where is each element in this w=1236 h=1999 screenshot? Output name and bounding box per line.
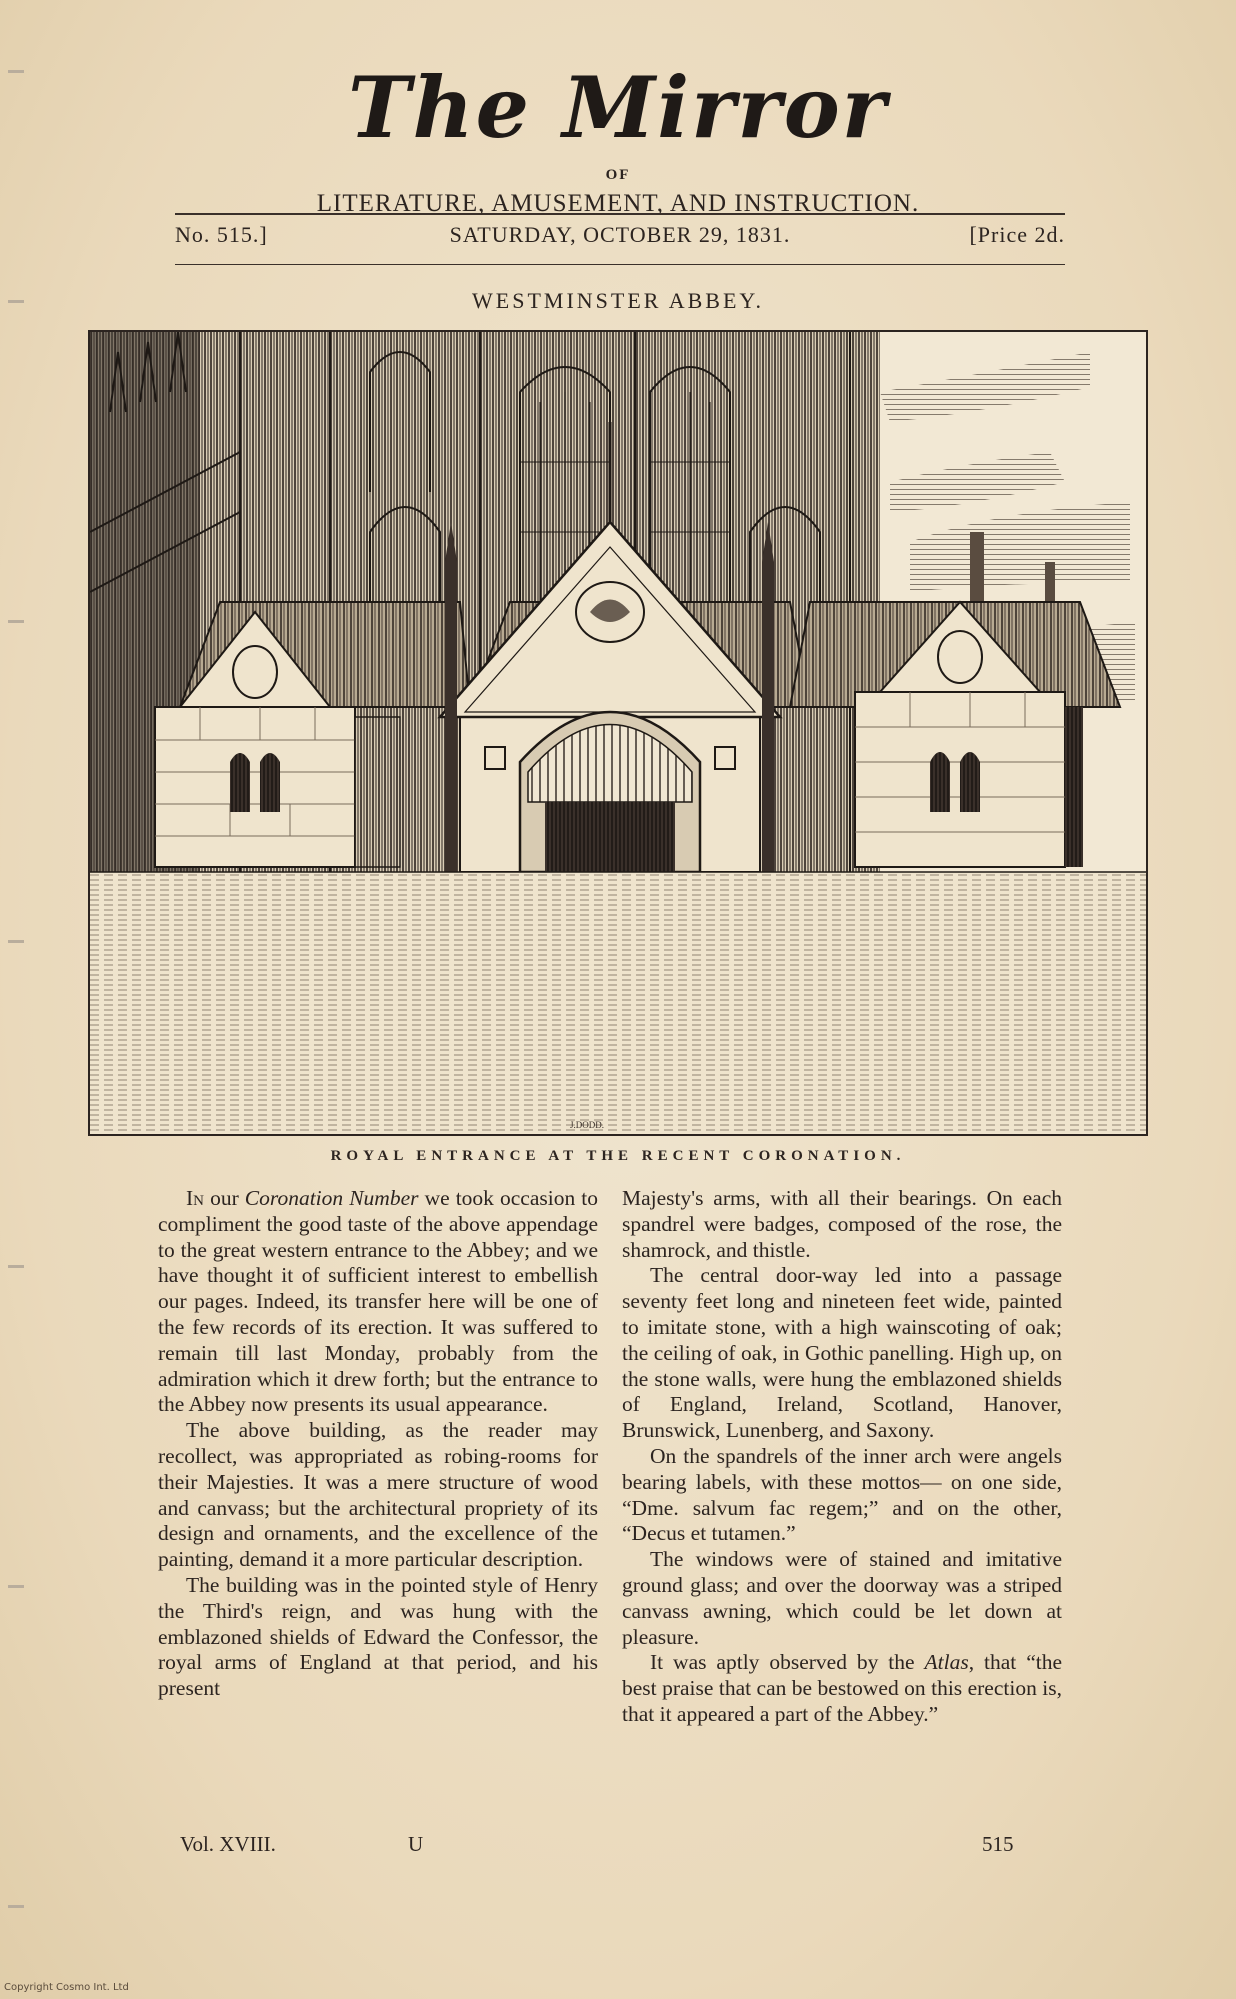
paragraph: The central door-way led into a passage seventy feet long and nineteen feet wide, painted to imitate stone, with a high wainscoting of oak; the ceiling of oak, in Gothic panelling. High up, on the stone walls, were hung the emblazoned shields of England, Ireland, Scotland, Hanover, Brunswick, Lunenberg, and Saxony.	[622, 1263, 1062, 1443]
emphasis: Atlas	[924, 1650, 969, 1675]
masthead-subtitle	[0, 167, 1236, 218]
paragraph-lead: In	[186, 1186, 211, 1210]
copyright-notice: Copyright Cosmo Int. Ltd	[4, 1982, 129, 1993]
emphasis: Coronation Number	[244, 1186, 419, 1210]
issue-date: SATURDAY, OCTOBER 29, 1831.	[449, 222, 791, 247]
engraving-caption: ROYAL ENTRANCE AT THE RECENT CORONATION.	[330, 1148, 906, 1164]
text-column-right	[622, 1186, 1062, 1728]
volume-label: Vol. XVIII.	[180, 1832, 276, 1856]
paragraph: It was aptly observed by the Atlas, that “the best praise that can be bestowed on this erection is, that it appeared a part of the Abbey.”	[622, 1650, 1062, 1726]
signature-mark: U	[408, 1832, 424, 1856]
masthead-title: The Mirror	[348, 58, 888, 157]
masthead-of: OF	[605, 167, 631, 183]
paragraph: Majesty's arms, with all their bearings. On each spandrel were badges, composed of the rose, the shamrock, and thistle.	[622, 1186, 1062, 1262]
text-column-left	[158, 1186, 598, 1702]
issue-number: No. 515.]	[175, 222, 268, 247]
paragraph: The above building, as the reader may recollect, was appropriated as robing-rooms for their Majesties. It was a mere structure of wood and canvass; but the architectural propriety of its design and ornaments, and the excellence of the painting, demand it a more particular description.	[158, 1418, 598, 1572]
article-title: WESTMINSTER ABBEY.	[472, 288, 764, 313]
page-number: 515	[982, 1832, 1014, 1856]
masthead-subtitle-text: LITERATURE, AMUSEMENT, AND INSTRUCTION.	[316, 190, 920, 217]
paragraph: The windows were of stained and imitative ground glass; and over the doorway was a striped canvass awning, which could be let down at pleasure.	[622, 1547, 1062, 1649]
paragraph: The building was in the pointed style of Henry the Third's reign, and was hung with the emblazoned shields of Edward the Confessor, the royal arms of England at that period, and his present	[158, 1572, 598, 1701]
rule-top	[175, 213, 1065, 215]
paragraph: On the spandrels of the inner arch were angels bearing labels, with these mottos— on one side, “Dme. salvum fac regem;” and on the other, “Decus et tutamen.”	[622, 1443, 1062, 1546]
engraver-signature: J.DODD.	[570, 1120, 605, 1130]
engraving-royal-entrance	[88, 330, 1148, 1136]
rule-bottom	[175, 264, 1065, 265]
paragraph: In our Coronation Number we took occasion to compliment the good taste of the above appendage to the great western entrance to the Abbey; and we have thought it of sufficient interest to embellish our pages. Indeed, its transfer here will be one of the few records of its erection. It was suffered to remain till last Monday, probably from the admiration which it drew forth; but the entrance to the Abbey now presents its usual appearance.	[158, 1186, 598, 1417]
issue-price: [Price 2d.	[969, 222, 1065, 247]
